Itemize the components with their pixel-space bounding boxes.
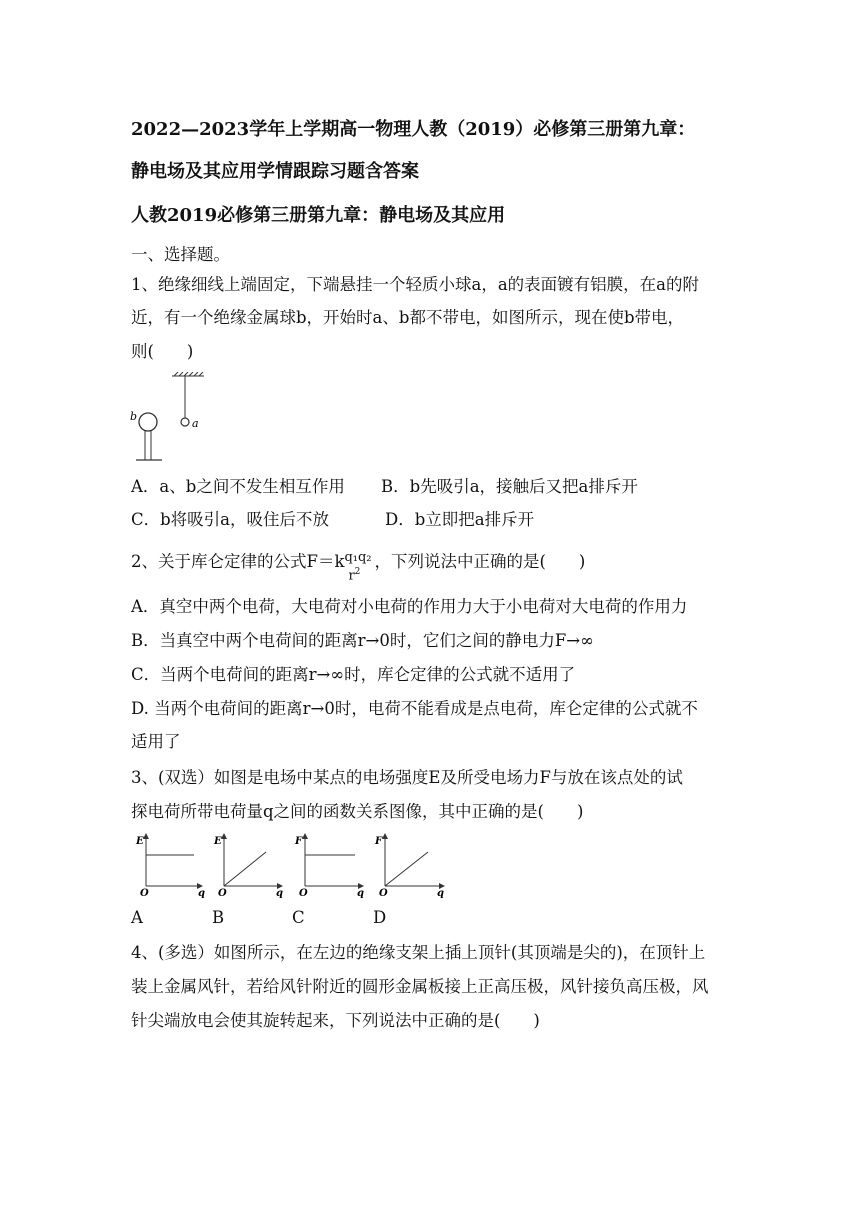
q3-line2: 探电荷所带电荷量q之间的函数关系图像，其中正确的是( ) xyxy=(131,802,584,821)
q1-option-d: D．b立即把a排斥开 xyxy=(385,510,535,529)
q3-graph-label-a: A xyxy=(131,908,143,927)
graph-b-ylabel: E xyxy=(214,836,222,847)
ceiling-hatch xyxy=(172,372,204,376)
graph-a-xlabel: q xyxy=(198,888,205,899)
q1-line2: 近，有一个绝缘金属球b，开始时a、b都不带电，如图所示，现在使b带电， xyxy=(131,308,685,327)
fig-label-b: b xyxy=(130,410,138,423)
q2-option-d-line2: 适用了 xyxy=(131,732,181,751)
graph-c-origin: O xyxy=(299,888,308,899)
fraction-numerator: q₁q₂ xyxy=(344,550,372,565)
graph-b xyxy=(213,836,283,899)
q1-option-a: A．a、b之间不发生相互作用 xyxy=(131,477,345,496)
graph-d-origin: O xyxy=(379,888,388,899)
q3-graphs xyxy=(130,830,460,900)
doc-title-line2: 静电场及其应用学情跟踪习题含答案 xyxy=(131,161,419,182)
graph-c-ylabel: F xyxy=(295,836,303,847)
q2-stem xyxy=(131,550,586,584)
coulomb-fraction xyxy=(344,550,374,584)
doc-subtitle: 人教2019必修第三册第九章：静电场及其应用 xyxy=(131,205,506,226)
q2-stem-post: ，下列说法中正确的是( ) xyxy=(374,552,586,571)
graph-c xyxy=(294,836,364,899)
section-heading: 一、选择题。 xyxy=(131,245,230,264)
doc-title-line1: 2022—2023学年上学期高一物理人教（2019）必修第三册第九章： xyxy=(131,119,696,140)
q2-option-a: A．真空中两个电荷，大电荷对小电荷的作用力大于小电荷对大电荷的作用力 xyxy=(131,597,688,616)
q2-option-c: C．当两个电荷间的距离r→∞时，库仑定律的公式就不适用了 xyxy=(131,665,576,684)
q1-line3: 则( ) xyxy=(131,342,194,361)
q4-line1: 4、(多选）如图所示，在左边的绝缘支架上插上顶针(其顶端是尖的)，在顶针上 xyxy=(131,943,706,962)
q3-line1: 3、(双选）如图是电场中某点的电场强度E及所受电场力F与放在该点处的试 xyxy=(131,768,683,787)
q3-graph-label-c: C xyxy=(292,908,305,927)
q3-graph-label-b: B xyxy=(212,908,225,927)
ball-b xyxy=(139,413,157,431)
q2-stem-pre: 2、关于库仑定律的公式F＝k xyxy=(131,552,345,571)
graph-d-xlabel: q xyxy=(437,888,444,899)
q1-option-b: B．b先吸引a，接触后又把a排斥开 xyxy=(381,477,638,496)
graph-b-origin: O xyxy=(218,888,227,899)
q1-line1: 1、绝缘细线上端固定，下端悬挂一个轻质小球a，a的表面镀有铝膜，在a的附 xyxy=(131,275,700,294)
q2-option-b: B．当真空中两个电荷间的距离r→0时，它们之间的静电力F→∞ xyxy=(131,631,594,650)
q1-option-c: C．b将吸引a，吸住后不放 xyxy=(131,510,330,529)
fraction-denominator: $r^2$ xyxy=(348,567,361,584)
graph-a-ylabel: E xyxy=(136,836,144,847)
q1-figure xyxy=(128,372,218,464)
graph-d-ylabel: F xyxy=(375,836,383,847)
graph-a xyxy=(135,836,205,899)
q3-graph-label-d: D xyxy=(373,908,387,927)
graph-c-xlabel: q xyxy=(357,888,364,899)
q4-line2: 装上金属风针，若给风针附近的圆形金属板接上正高压极，风针接负高压极，风 xyxy=(131,977,709,996)
q4-line3: 针尖端放电会使其旋转起来，下列说法中正确的是( ) xyxy=(131,1011,540,1030)
fig-label-a: a xyxy=(192,417,199,430)
graph-a-origin: O xyxy=(140,888,149,899)
graph-b-xlabel: q xyxy=(276,888,283,899)
q2-option-d-line1: D. 当两个电荷间的距离r→0时，电荷不能看成是点电荷，库仑定律的公式就不 xyxy=(131,699,698,718)
ball-a xyxy=(181,418,189,426)
graph-d xyxy=(374,836,444,899)
